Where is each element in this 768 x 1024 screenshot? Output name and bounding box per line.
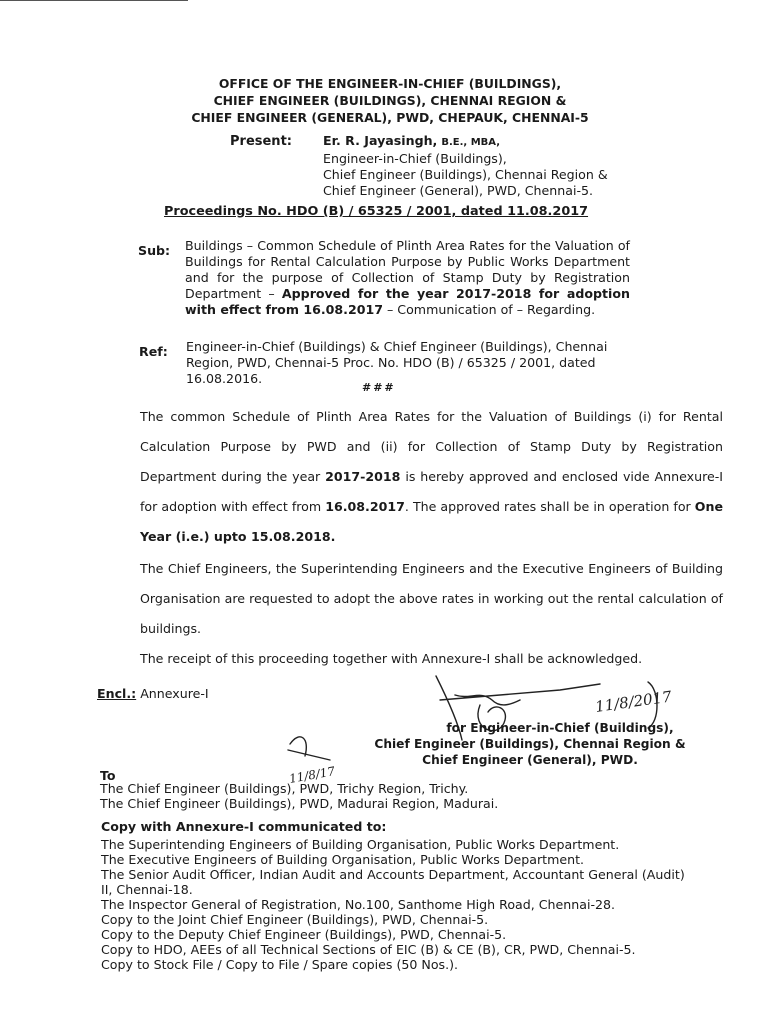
- enclosure-label: Encl.:: [97, 686, 137, 701]
- subject-label: Sub:: [138, 243, 171, 258]
- present-line-2: Engineer-in-Chief (Buildings),: [323, 151, 507, 166]
- enclosure-value: Annexure-I: [140, 686, 209, 701]
- subject-text-b: – Communication of – Regarding.: [383, 302, 596, 317]
- copy-item: The Inspector General of Registration, No.100, Santhome High Road, Chennai-28.: [101, 897, 616, 912]
- para1-year: 2017-2018: [325, 469, 401, 484]
- reference-label: Ref:: [139, 344, 168, 359]
- copy-list: [101, 837, 691, 972]
- copy-item: The Executive Engineers of Building Organisation, Public Works Department.: [101, 852, 585, 867]
- subject-text-bold: Approved for the year 2017-2018 for adoption with effect from 16.08.2017: [185, 286, 630, 317]
- to-item: The Chief Engineer (Buildings), PWD, Trichy Region, Trichy.: [100, 781, 469, 796]
- present-name: Er. R. Jayasingh,: [323, 133, 438, 148]
- header-line-3: CHIEF ENGINEER (GENERAL), PWD, CHEPAUK, CHENNAI-5: [191, 110, 589, 125]
- paragraph-3: The receipt of this proceeding together with Annexure-I shall be acknowledged.: [140, 651, 643, 666]
- copy-item: The Superintending Engineers of Building Organisation, Public Works Department.: [101, 837, 620, 852]
- present-qualifications: B.E., MBA,: [441, 137, 500, 148]
- initial-flourish: [288, 737, 330, 760]
- present-line-3: Chief Engineer (Buildings), Chennai Region &: [323, 167, 608, 182]
- copy-item: The Senior Audit Officer, Indian Audit and Accounts Department, Accountant General (Audit) II, Chennai-18.: [101, 867, 685, 897]
- present-label: Present:: [230, 134, 292, 149]
- para1-text-b: is hereby approved and enclosed vide Annexure-I for adoption with effect from: [140, 469, 723, 514]
- copy-item: Copy to Stock File / Copy to File / Spare copies (50 Nos.).: [101, 957, 459, 972]
- reference-text: Engineer-in-Chief (Buildings) & Chief Engineer (Buildings), Chennai Region, PWD, Chennai-5 Proc. No. HDO (B) / 65325 / 2001, dated 16.08.2016.: [186, 339, 608, 386]
- initial-date: 11/8/17: [288, 764, 337, 786]
- para1-period: One Year (i.e.) upto 15.08.2018.: [140, 499, 723, 544]
- to-list: [100, 781, 498, 811]
- signatory-line-2: Chief Engineer (Buildings), Chennai Region &: [374, 737, 686, 751]
- subject-text-a: Buildings – Common Schedule of Plinth Area Rates for the Valuation of Buildings for Rental Calculation Purpose by Public Works Department and for the purpose of Collection of Stamp Duty by Registration Department –: [185, 238, 630, 301]
- signatory-line-1: for Engineer-in-Chief (Buildings),: [446, 721, 674, 735]
- copy-heading: Copy with Annexure-I communicated to:: [101, 819, 387, 834]
- proceedings-number: Proceedings No. HDO (B) / 65325 / 2001, dated 11.08.2017: [164, 204, 589, 219]
- copy-item: Copy to HDO, AEEs of all Technical Sections of EIC (B) & CE (B), CR, PWD, Chennai-5.: [101, 942, 636, 957]
- para1-text-a: The common Schedule of Plinth Area Rates for the Valuation of Buildings (i) for Rental Calculation Purpose by PWD and (ii) for Collection of Stamp Duty by Registration Department during the year: [140, 409, 723, 484]
- to-label: To: [100, 768, 116, 783]
- copy-item: Copy to the Deputy Chief Engineer (Buildings), PWD, Chennai-5.: [101, 927, 507, 942]
- copy-item: Copy to the Joint Chief Engineer (Buildings), PWD, Chennai-5.: [101, 912, 489, 927]
- header-line-1: OFFICE OF THE ENGINEER-IN-CHIEF (BUILDINGS),: [218, 76, 562, 91]
- to-item: The Chief Engineer (Buildings), PWD, Madurai Region, Madurai.: [100, 796, 499, 811]
- section-divider: ###: [362, 381, 396, 394]
- signature-date: 11/8/2017: [594, 687, 673, 716]
- para1-text-c: . The approved rates shall be in operation for: [404, 499, 695, 514]
- signatory-block: [370, 720, 690, 768]
- header-line-2: CHIEF ENGINEER (BUILDINGS), CHENNAI REGION &: [213, 93, 567, 108]
- para1-date: 16.08.2017: [325, 499, 405, 514]
- present-line-4: Chief Engineer (General), PWD, Chennai-5.: [323, 183, 594, 198]
- signatory-line-3: Chief Engineer (General), PWD.: [422, 753, 638, 767]
- paragraph-2: The Chief Engineers, the Superintending Engineers and the Executive Engineers of Building Organisation are requested to adopt the above rates in working out the rental calculation of buildings.: [140, 561, 723, 636]
